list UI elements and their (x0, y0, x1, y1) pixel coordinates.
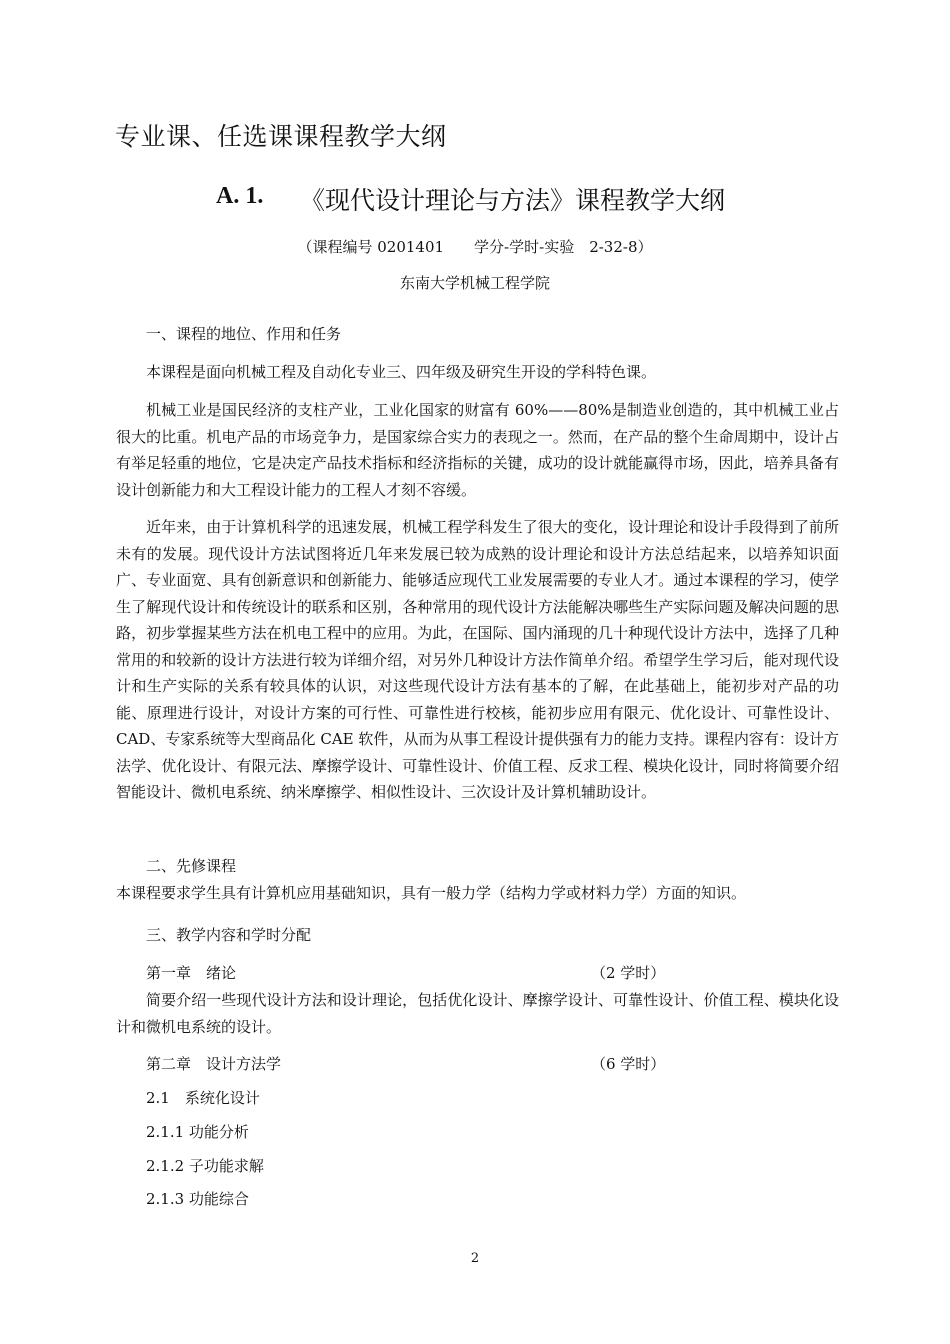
chapter-1-row (146, 962, 666, 983)
paragraph-course-content: 近年来，由于计算机科学的迅速发展，机械工程学科发生了很大的变化，设计理论和设计手段得到了前所未有的发展。现代设计方法试图将近几年来发展已较为成熟的设计理论和设计方法总结起来，以培养知识面广、专业面宽、具有创新意识和创新能力、能够适应现代工业发展需要的专业人才。通过本课程的学习，使学生了解现代设计和传统设计的联系和区别，各种常用的现代设计方法能解决哪些生产实际问题及解决问题的思路，初步掌握某些方法在机电工程中的应用。为此，在国际、国内涌现的几十种现代设计方法中，选择了几种常用的和较新的设计方法进行较为详细介绍，对另外几种设计方法作简单介绍。希望学生学习后，能对现代设计和生产实际的关系有较具体的认识，对这些现代设计方法有基本的了解，在此基础上，能初步对产品的功能、原理进行设计，对设计方案的可行性、可靠性进行校核，能初步应用有限元、优化设计、可靠性设计、CAD、专家系统等大型商品化 CAE 软件，从而为从事工程设计提供强有力的能力支持。课程内容有：设计方法学、优化设计、有限元法、摩擦学设计、可靠性设计、价值工程、反求工程、模块化设计，同时将简要介绍智能设计、微机电系统、纳米摩擦学、相似性设计、三次设计及计算机辅助设计。 (116, 518, 839, 801)
paragraph-chapter-1-desc: 简要介绍一些现代设计方法和设计理论，包括优化设计、摩擦学设计、可靠性设计、价值工程、模块化设计和微机电系统的设计。 (116, 991, 839, 1036)
subsection-2-1-1: 2.1.1 功能分析 (146, 1123, 249, 1141)
page-number: 2 (470, 1251, 480, 1266)
chapter-1-hours: （2 学时） (591, 964, 666, 982)
subsection-2-1: 2.1 系统化设计 (146, 1089, 260, 1107)
paragraph-prerequisites: 本课程要求学生具有计算机应用基础知识，具有一般力学（结构力学或材料力学）方面的知识。 (116, 884, 747, 902)
subsection-2-1-3: 2.1.3 功能综合 (146, 1190, 249, 1208)
chapter-2-title: 第二章 设计方法学 (146, 1055, 282, 1073)
paragraph-course-audience: 本课程是面向机械工程及自动化专业三、四年级及研究生开设的学科特色课。 (146, 363, 657, 381)
subsection-2-1-2: 2.1.2 子功能求解 (146, 1157, 264, 1175)
chapter-2-hours: （6 学时） (591, 1055, 666, 1073)
paragraph-industry-importance: 机械工业是国民经济的支柱产业，工业化国家的财富有 60%——80%是制造业创造的，其中机械工业占很大的比重。机电产品的市场竞争力，是国家综合实力的表现之一。然而，在产品的整个生命周期中，设计占有举足轻重的地位，它是决定产品技术指标和经济指标的关键，成功的设计就能赢得市场，因此，培养具备有设计创新能力和大工程设计能力的工程人才刻不容缓。 (116, 401, 839, 499)
heading-section-2: 二、先修课程 (146, 857, 237, 875)
course-info: （课程编号 0201401 学分-学时-实验 2-32-8） (297, 238, 653, 256)
heading-section-1: 一、课程的地位、作用和任务 (146, 325, 342, 343)
page-title: 《现代设计理论与方法》课程教学大纲 (300, 186, 726, 215)
school-name: 东南大学机械工程学院 (399, 274, 550, 292)
title-number: A. 1. (216, 183, 264, 209)
chapter-1-title: 第一章 绪论 (146, 964, 237, 982)
heading-section-3: 三、教学内容和学时分配 (146, 926, 312, 944)
chapter-2-row (146, 1053, 666, 1074)
section-heading: 专业课、任选课课程教学大纲 (115, 122, 447, 151)
